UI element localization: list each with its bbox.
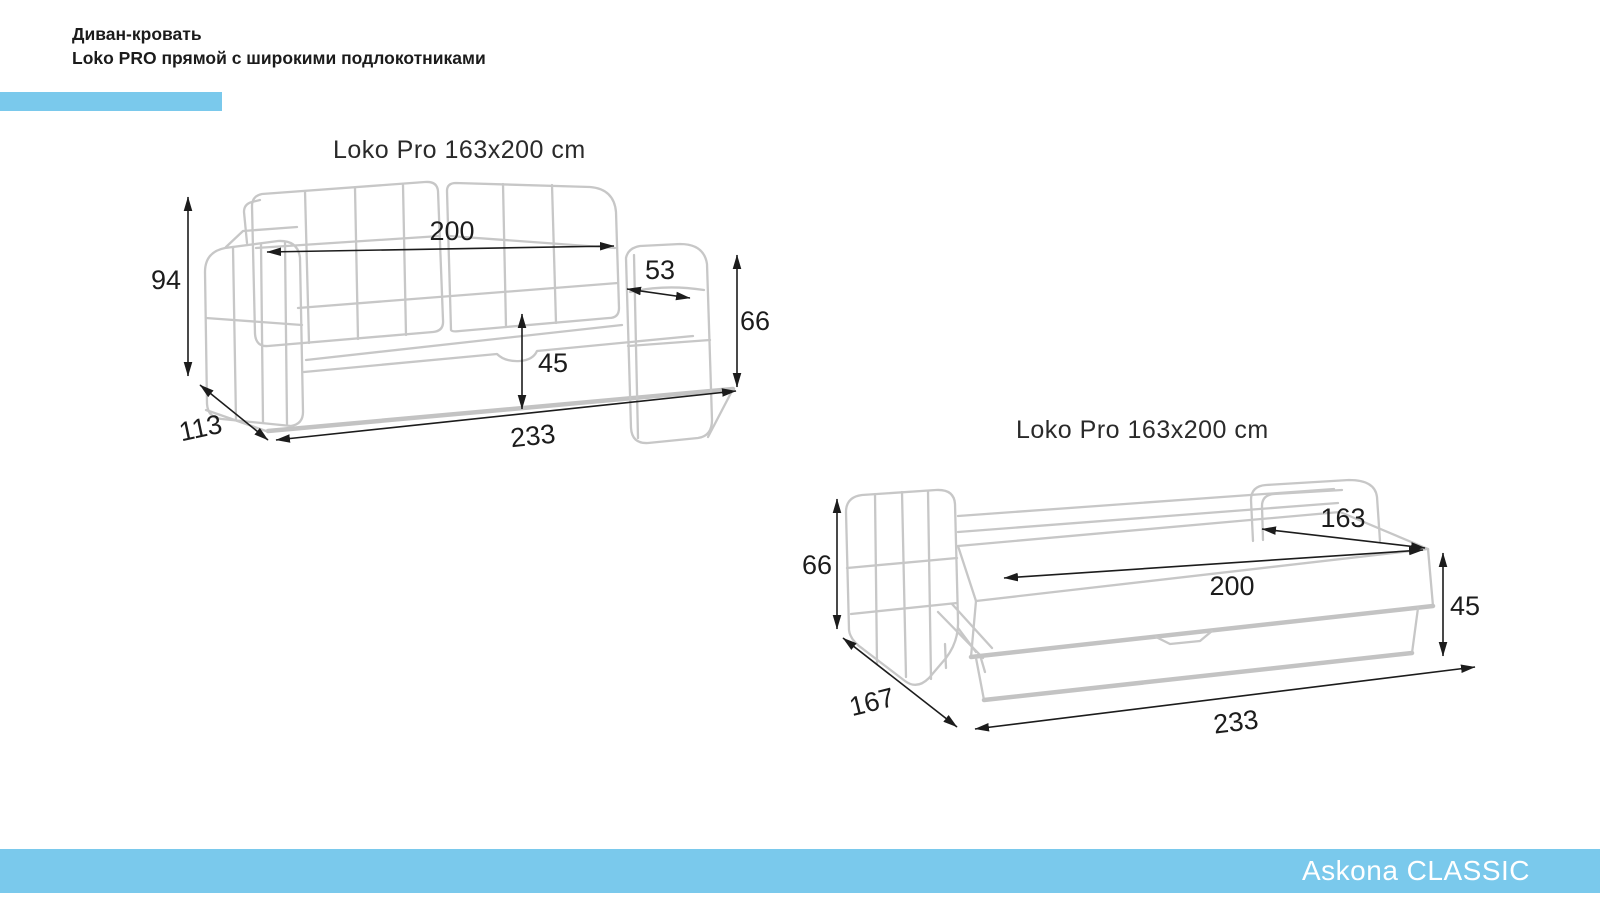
dim-label-armrest-height: 66 xyxy=(739,306,771,336)
dim-label-overall-height: 94 xyxy=(150,265,182,295)
open-left-armrest-seams xyxy=(847,558,957,614)
dim-label-open-overall-width: 233 xyxy=(1211,704,1261,740)
drawer-side-edges xyxy=(976,608,1418,700)
dim-line-armrest-width xyxy=(627,289,690,298)
dim-label-overall-width: 233 xyxy=(508,418,557,454)
base-bottom-edge xyxy=(268,389,733,431)
dim-label-bed-height: 45 xyxy=(1449,591,1481,621)
dim-label-open-depth: 167 xyxy=(846,682,898,723)
drawer-bottom-edge xyxy=(984,653,1412,700)
dim-label-open-armrest-height: 66 xyxy=(801,550,833,580)
back-cushion-right xyxy=(447,183,619,331)
product-type-line: Диван-кровать xyxy=(72,24,202,44)
dim-label-depth: 113 xyxy=(176,408,225,448)
closed-diagram-title: Loko Pro 163x200 cm xyxy=(333,136,586,164)
product-name-line: Loko PRO прямой с широкими подлокотниками xyxy=(72,48,486,68)
back-cushion-left-tufts xyxy=(305,185,406,343)
dim-label-bed-width: 163 xyxy=(1320,503,1366,533)
back-cushion-left xyxy=(252,182,443,346)
dim-label-seat-height: 45 xyxy=(537,348,569,378)
open-left-armrest-tufts xyxy=(875,491,931,679)
dim-label-seat-width: 200 xyxy=(429,216,475,246)
seat-back-junction-line xyxy=(298,283,618,308)
bed-left-edge xyxy=(958,546,976,601)
dim-label-bed-length: 200 xyxy=(1209,571,1255,601)
dim-label-armrest-width: 53 xyxy=(644,255,676,285)
back-cushion-right-tufts xyxy=(503,184,556,327)
footer-bar xyxy=(0,849,1600,893)
dim-line-overall-width xyxy=(276,391,736,440)
mattress-bottom-seam xyxy=(971,606,1433,657)
open-diagram-title: Loko Pro 163x200 cm xyxy=(1016,416,1269,444)
back-rail-lines xyxy=(958,489,1338,532)
left-armrest-tufts xyxy=(233,243,287,424)
brand-label: Askona CLASSIC xyxy=(1302,855,1530,886)
